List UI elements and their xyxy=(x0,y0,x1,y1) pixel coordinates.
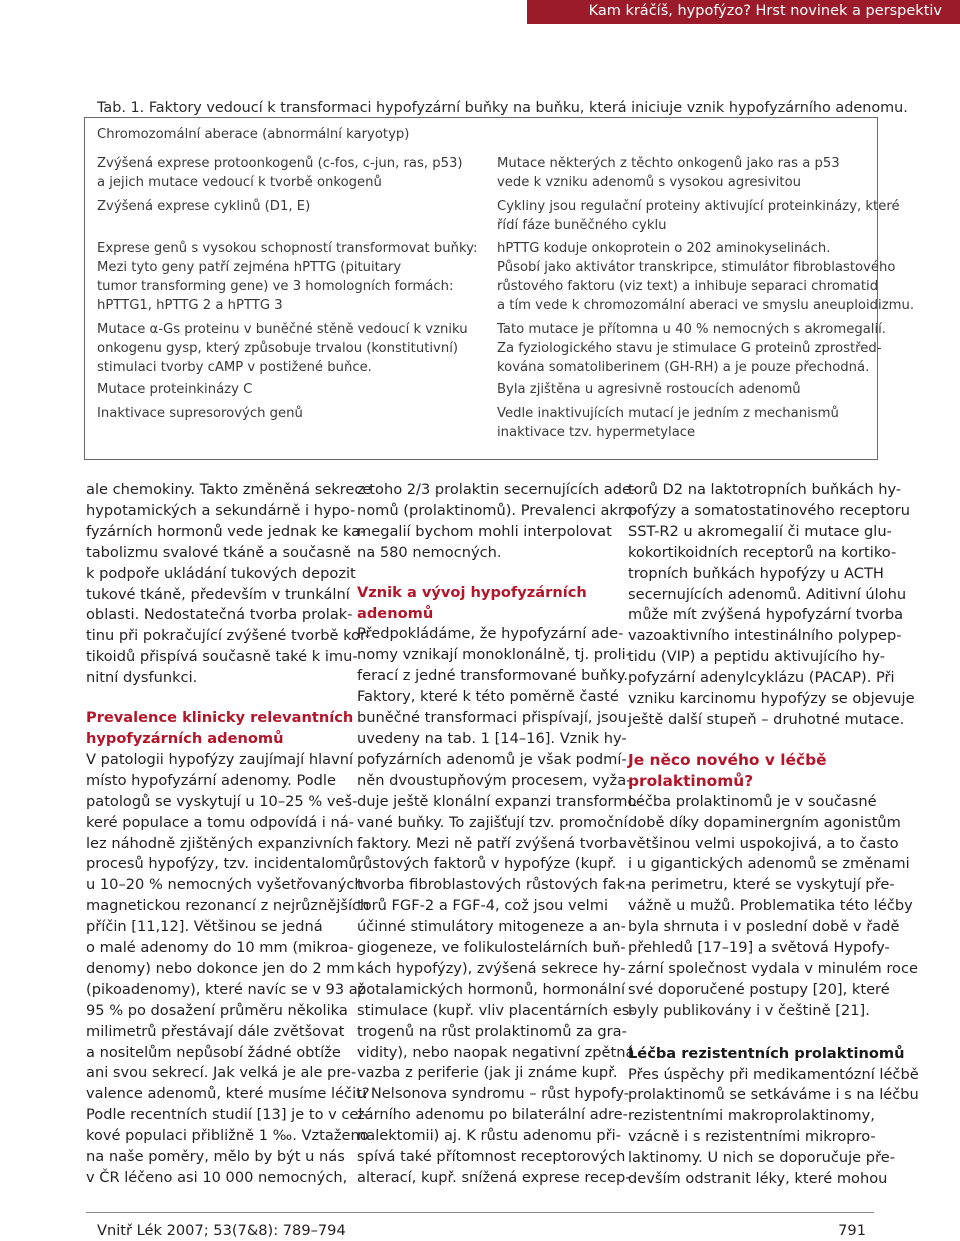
table-caption: Tab. 1. Faktory vedoucí k transformaci hypofyzární buňky na buňku, která iniciuje vznik hypofyzárního adenomu. xyxy=(97,100,908,116)
paragraph xyxy=(86,750,370,1189)
table-cell: růstového faktoru (viz text) a inhibuje separaci chromatid xyxy=(497,279,879,294)
table-cell: Chromozomální aberace (abnormální karyotyp) xyxy=(97,127,410,142)
journal-citation: Vnitř Lék 2007; 53(7&8): 789–794 xyxy=(97,1222,346,1239)
table-cell: onkogenu gysp, který způsobuje trvalou (konstitutivní) xyxy=(97,341,459,356)
text-line: byly publikovány i v češtině [21]. xyxy=(628,1001,870,1019)
text-line: i u gigantických adenomů se změnami xyxy=(628,855,910,873)
text-line: ale chemokiny. Takto změněná sekrece xyxy=(86,481,372,498)
table-cell: Mezi tyto geny patří zejména hPTTG (pituitary xyxy=(97,260,402,275)
text-line: na 580 nemocných. xyxy=(357,543,502,561)
text-line: vážně u mužů. Problematika této léčby xyxy=(628,897,913,915)
paragraph xyxy=(628,1065,919,1190)
text-line: vazoaktivního intestinálního polypep- xyxy=(628,627,902,645)
table-cell: řídí fáze buněčného cyklu xyxy=(497,218,667,233)
text-line: růstových faktorů v hypofýze (kupř. xyxy=(357,855,617,873)
table-cell: hPTTG1, hPTTG 2 a hPTTG 3 xyxy=(97,298,283,313)
header-bar xyxy=(527,0,960,24)
table-cell: Zvýšená exprese protoonkogenů (c-fos, c-jun, ras, p53) xyxy=(97,156,463,171)
text-line: patologů se vyskytují u 10–25 % veš- xyxy=(86,792,358,810)
text-line: denomy) nebo dokonce jen do 2 mm xyxy=(86,959,355,977)
text-line: kách hypofýzy), zvýšená sekrece hy- xyxy=(357,959,626,977)
text-line: Přes úspěchy při medikamentózní léčbě xyxy=(628,1065,919,1083)
text-line: zárního adenomu po bilaterální adre- xyxy=(357,1106,628,1124)
text-line: lez náhodně zjištěných expanzivních xyxy=(86,834,354,852)
table-cell: Cykliny jsou regulační proteiny aktivující proteinkinázy, které xyxy=(497,199,900,214)
text-line: době díky dopaminergním agonistům xyxy=(628,813,901,831)
text-line: z toho 2/3 prolaktin secernujících ade- xyxy=(357,481,637,498)
table-cell: stimulaci tvorby cAMP v postižené buňce. xyxy=(97,360,372,375)
text-line: prolaktinomů? xyxy=(628,771,754,790)
text-line: tvorba fibroblastových růstových fak- xyxy=(357,876,631,894)
text-line: oblasti. Nedostatečná tvorba prolak- xyxy=(86,606,353,624)
text-line: torů FGF-2 a FGF-4, což jsou velmi xyxy=(357,897,609,915)
text-column-3 xyxy=(628,480,919,1190)
table-cell: a tím vede k chromozomální aberaci ve smyslu aneuploidizmu. xyxy=(497,298,915,313)
text-line: místo hypofyzární adenomy. Podle xyxy=(86,771,336,789)
text-line: tinu při pokračující zvýšené tvorbě kor- xyxy=(86,627,371,645)
text-line: duje ještě klonální expanzi transformo- xyxy=(357,792,642,810)
text-line: trogenů na růst prolaktinomů za gra- xyxy=(357,1022,627,1040)
text-line: Předpokládáme, že hypofyzární ade- xyxy=(357,625,624,643)
text-line: SST-R2 u akromegalií či mutace glu- xyxy=(628,522,892,540)
table-cell: Zvýšená exprese cyklinů (D1, E) xyxy=(97,199,311,214)
table-cell: Inaktivace supresorových genů xyxy=(97,406,303,421)
text-line: tabolizmu svalové tkáně a současně xyxy=(86,543,352,561)
text-line: buněčné transformaci přispívají, jsou xyxy=(357,709,627,727)
text-line: Léčba prolaktinomů je v současné xyxy=(628,792,877,810)
text-line: zární společnost vydala v minulém roce xyxy=(628,959,918,977)
section-heading-prolactinoma xyxy=(628,750,862,792)
text-line: vazba z periferie (jak ji známe kupř. xyxy=(357,1064,618,1082)
text-line: torů D2 na laktotropních buňkách hy- xyxy=(628,481,902,498)
text-line: prolaktinomů se setkáváme i s na léčbu xyxy=(628,1086,919,1104)
text-line: uvedeny na tab. 1 [14–16]. Vznik hy- xyxy=(357,729,627,747)
text-line: tidu (VIP) a peptidu aktivujícího hy- xyxy=(628,648,886,666)
page-number: 791 xyxy=(838,1222,866,1239)
text-line: tikoidů přispívá současně také k imu- xyxy=(86,648,358,666)
text-line: a nositelům nepůsobí žádné obtíže xyxy=(86,1043,341,1061)
text-line: tropních buňkách hypofýzy u ACTH xyxy=(628,564,884,582)
text-line: secernujících adenomů. Aditivní úlohu xyxy=(628,585,907,603)
text-line: hypotamických a sekundárně i hypo- xyxy=(86,501,356,519)
text-line: nomy vznikají monoklonálně, tj. proli- xyxy=(357,646,631,664)
text-line: nalektomii) aj. K růstu adenomu při- xyxy=(357,1127,621,1145)
section-heading-origin xyxy=(357,583,591,625)
text-column-2 xyxy=(357,480,642,1189)
text-line: účinné stimulátory mitogeneze a an- xyxy=(357,918,626,936)
table-cell: tumor transforming gene) ve 3 homologních formách: xyxy=(97,279,454,294)
text-line: přehledů [17–19] a světová Hypofy- xyxy=(628,939,890,957)
subheading-resistant: Léčba rezistentních prolaktinomů xyxy=(628,1044,905,1062)
table-cell: Mutace α-Gs proteinu v buněčné stěně vedoucí k vzniku xyxy=(97,322,468,337)
text-line: na perimetru, které se vyskytují pře- xyxy=(628,876,895,894)
paragraph xyxy=(628,480,915,731)
paragraph xyxy=(628,792,918,1022)
text-line: Faktory, které k této poměrně časté xyxy=(357,688,619,706)
table-cell: Mutace některých z těchto onkogenů jako ras a p53 xyxy=(497,156,840,171)
text-line: u 10–20 % nemocných vyšetřovaných xyxy=(86,876,364,894)
text-line: hypofyzárních adenomů xyxy=(86,729,284,747)
text-line: může mít zvýšená hypofyzární tvorba xyxy=(628,606,904,624)
text-line: vané buňky. To zajišťují tzv. promoční xyxy=(357,813,628,831)
text-line: magnetickou rezonancí z nejrůznějších xyxy=(86,897,370,915)
text-line: ferací z jedné transformované buňky. xyxy=(357,667,629,685)
text-line: pofýzy a somatostatinového receptoru xyxy=(628,501,911,519)
table-cell: Mutace proteinkinázy C xyxy=(97,382,253,397)
text-column-1 xyxy=(86,480,372,1189)
text-line: giogeneze, ve folikulostelárních buň- xyxy=(357,939,626,957)
text-line: V patologii hypofýzy zaujímají hlavní xyxy=(86,750,354,768)
text-line: vzniku karcinomu hypofýzy se objevuje xyxy=(628,690,915,708)
text-line: tukové tkáně, především v trunkální xyxy=(86,585,350,603)
text-line: keré populace a tomu odpovídá i ná- xyxy=(86,813,354,831)
table-cell: Vedle inaktivujících mutací je jedním z mechanismů xyxy=(497,406,839,421)
text-line: stimulace (kupř. vliv placentárních es- xyxy=(357,1001,635,1019)
paragraph xyxy=(86,480,372,689)
text-line: valence adenomů, které musíme léčit? xyxy=(86,1085,370,1103)
text-line: Prevalence klinicky relevantních xyxy=(86,709,354,727)
table-cell: Za fyziologického stavu je stimulace G proteinů zprostřed- xyxy=(497,341,882,356)
text-line: příčin [11,12]. Většinou se jedná xyxy=(86,918,323,936)
text-line: (pikoadenomy), které navíc se v 93 až xyxy=(86,980,366,998)
text-line: pofyzární adenylcyklázu (PACAP). Při xyxy=(628,669,895,687)
text-line: laktinomy. U nich se doporučuje pře- xyxy=(628,1149,895,1167)
table-cell: kována somatoliberinem (GH-RH) a je pouze přechodná. xyxy=(497,360,870,375)
text-line: ani svou sekrecí. Jak velká je ale pre- xyxy=(86,1064,357,1082)
text-line: 95 % po dosažení průměru několika xyxy=(86,1001,348,1019)
table-cell: hPTTG koduje onkoprotein o 202 aminokyselinách. xyxy=(497,241,831,256)
text-line: alterací, kupř. snížená exprese recep- xyxy=(357,1169,631,1186)
running-header-title: Kam kráčíš, hypofýzo? Hrst novinek a perspektiv xyxy=(588,3,942,19)
text-line: vidity), nebo naopak negativní zpětná xyxy=(357,1043,635,1061)
text-line: potalamických hormonů, hormonální xyxy=(357,980,626,998)
text-line: ještě další stupeň – druhotné mutace. xyxy=(628,710,905,728)
text-line: milimetrů přestávají dále zvětšovat xyxy=(86,1022,345,1040)
text-line: procesů hypofýzy, tzv. incidentalomů, xyxy=(86,855,363,873)
paragraph xyxy=(357,480,639,564)
text-line: Podle recentních studií [13] je to v cel- xyxy=(86,1106,368,1124)
text-line: kokortikoidních receptorů na kortiko- xyxy=(628,543,897,561)
text-line: faktory. Mezi ně patří zvýšená tvorba xyxy=(357,834,628,852)
text-line: něn dvoustupňovým procesem, vyža- xyxy=(357,771,632,789)
text-line: megalií bychom mohli interpolovat xyxy=(357,522,612,540)
text-line: na naše poměry, mělo by být u nás xyxy=(86,1148,345,1166)
footer-divider xyxy=(86,1212,874,1213)
text-line: adenomů xyxy=(357,604,434,622)
text-line: v ČR léčeno asi 10 000 nemocných, xyxy=(86,1169,348,1186)
table-cell: Byla zjištěna u agresivně rostoucích adenomů xyxy=(497,382,801,397)
table-cell: Tato mutace je přítomna u 40 % nemocných s akromegalií. xyxy=(497,322,886,337)
text-line: fyzárních hormonů vede jednak ke ka- xyxy=(86,522,366,540)
text-line: byla shrnuta i v poslední době v řadě xyxy=(628,918,900,936)
text-line: kové populaci přibližně 1 ‰. Vztaženo xyxy=(86,1127,369,1145)
text-line: Vznik a vývoj hypofyzárních xyxy=(357,583,587,601)
text-line: vzácně i s rezistentními mikropro- xyxy=(628,1128,876,1146)
text-line: pofyzárních adenomů je však podmí- xyxy=(357,750,627,768)
text-line: spívá také přítomnost receptorových xyxy=(357,1148,626,1166)
text-line: k podpoře ukládání tukových depozit xyxy=(86,564,356,582)
paragraph xyxy=(357,624,642,1188)
text-line: většinou velmi uspokojivá, a to často xyxy=(628,834,899,852)
text-line: u Nelsonova syndromu – růst hypofy- xyxy=(357,1085,629,1103)
text-line: o malé adenomy do 10 mm (mikroa- xyxy=(86,939,354,957)
text-line: Je něco nového v léčbě xyxy=(628,750,827,769)
text-line: rezistentními makroprolaktinomy, xyxy=(628,1107,875,1125)
table-cell: vede k vzniku adenomů s vysokou agresivitou xyxy=(497,175,802,190)
text-line: devším odstranit léky, které mohou xyxy=(628,1170,888,1188)
table-cell: inaktivace tzv. hypermetylace xyxy=(497,425,696,440)
text-line: nomů (prolaktinomů). Prevalenci akro- xyxy=(357,501,639,519)
text-line: nitní dysfunkci. xyxy=(86,669,198,687)
table-cell: Působí jako aktivátor transkripce, stimulátor fibroblastového xyxy=(497,260,896,275)
table-cell: a jejich mutace vedoucí k tvorbě onkogenů xyxy=(97,175,382,190)
table-cell: Exprese genů s vysokou schopností transformovat buňky: xyxy=(97,241,478,256)
section-heading-prevalence xyxy=(86,708,354,750)
text-line: své doporučené postupy [20], které xyxy=(628,980,890,998)
